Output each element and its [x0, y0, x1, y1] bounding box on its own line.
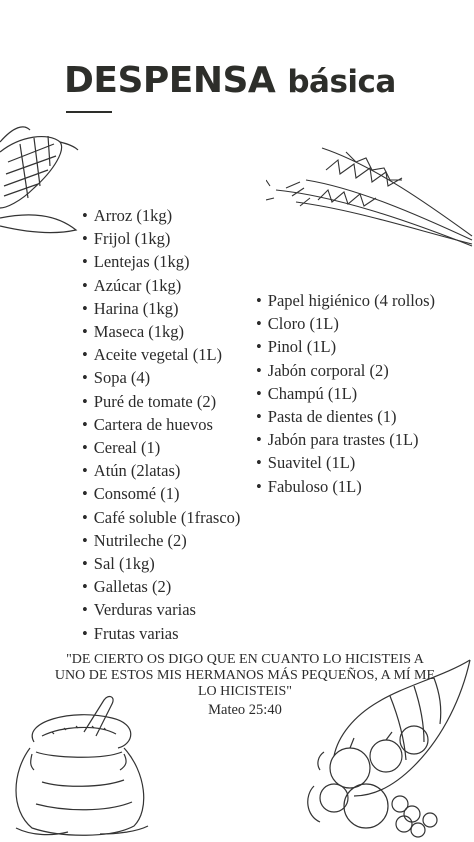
quote-text: "DE CIERTO OS DIGO QUE EN CUANTO LO HICISTEIS A UNO DE ESTOS MIS HERMANOS MÁS PEQUEÑOS, A MÍ ME LO HICISTEIS": [54, 652, 436, 699]
list-item: • Cartera de huevos: [82, 413, 240, 436]
list-item: • Sal (1kg): [82, 552, 240, 575]
list-item: • Papel higiénico (4 rollos): [256, 289, 435, 312]
list-item: • Atún (2latas): [82, 459, 240, 482]
food-list: [82, 204, 240, 645]
list-item: • Jabón corporal (2): [256, 359, 435, 382]
list-item: • Champú (1L): [256, 382, 435, 405]
list-item: • Pinol (1L): [256, 335, 435, 358]
page-title: [64, 60, 396, 101]
list-item: • Consomé (1): [82, 482, 240, 505]
list-item: • Café soluble (1frasco): [82, 506, 240, 529]
list-item: • Verduras varias: [82, 598, 240, 621]
list-item: • Cereal (1): [82, 436, 240, 459]
list-item: • Pasta de dientes (1): [256, 405, 435, 428]
title-sub: básica: [287, 64, 396, 100]
list-item: • Jabón para trastes (1L): [256, 428, 435, 451]
list-item: • Puré de tomate (2): [82, 390, 240, 413]
list-item: • Galletas (2): [82, 575, 240, 598]
list-item: • Arroz (1kg): [82, 204, 240, 227]
quote-reference: Mateo 25:40: [208, 702, 282, 718]
list-item: • Aceite vegetal (1L): [82, 343, 240, 366]
cornucopia-illustration: [294, 656, 474, 842]
list-item: • Frutas varias: [82, 622, 240, 645]
list-item: • Azúcar (1kg): [82, 274, 240, 297]
list-item: • Harina (1kg): [82, 297, 240, 320]
grain-sack-illustration: [12, 692, 152, 838]
list-item: • Sopa (4): [82, 366, 240, 389]
list-item: • Cloro (1L): [256, 312, 435, 335]
title-main: DESPENSA: [64, 60, 276, 101]
title-underline: [66, 111, 112, 113]
list-item: • Maseca (1kg): [82, 320, 240, 343]
list-item: • Frijol (1kg): [82, 227, 240, 250]
cleaning-list: [256, 289, 435, 498]
list-item: • Lentejas (1kg): [82, 250, 240, 273]
list-item: • Suavitel (1L): [256, 451, 435, 474]
list-item: • Nutrileche (2): [82, 529, 240, 552]
corn-illustration: [0, 122, 82, 252]
list-item: • Fabuloso (1L): [256, 475, 435, 498]
wheat-illustration: [266, 140, 474, 252]
